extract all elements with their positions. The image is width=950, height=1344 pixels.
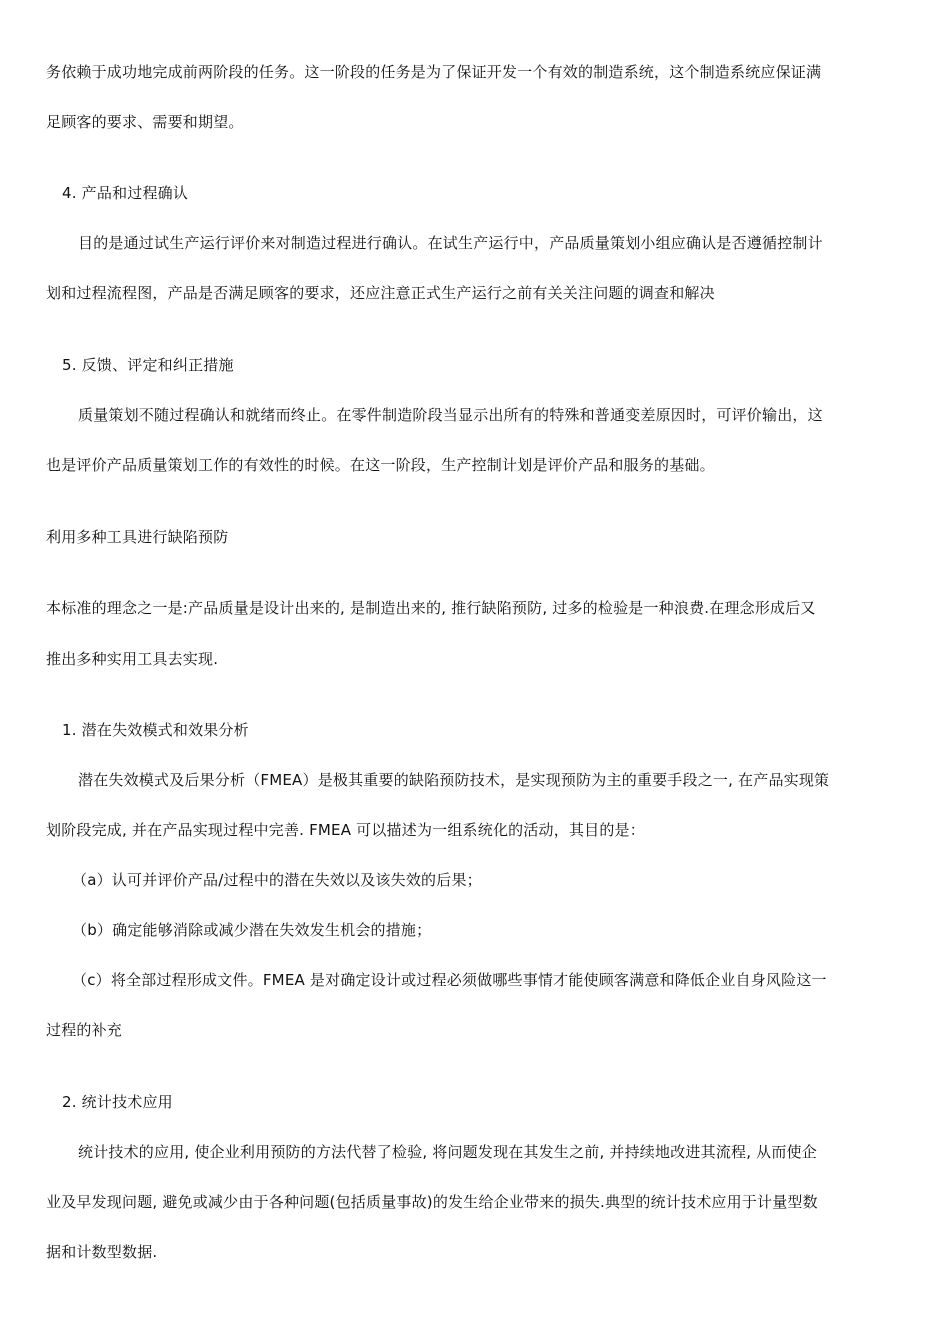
paragraph-line: 推出多种实用工具去实现. (46, 650, 219, 668)
paragraph-line: 目的是通过试生产运行评价来对制造过程进行确认。在试生产运行中，产品质量策划小组应确认是否遵循控制计 (78, 234, 823, 252)
paragraph-line: 也是评价产品质量策划工作的有效性的时候。在这一阶段，生产控制计划是评价产品和服务的基础。 (46, 456, 715, 474)
paragraph-line: 过程的补充 (46, 1021, 123, 1039)
paragraph-line: 务依赖于成功地完成前两阶段的任务。这一阶段的任务是为了保证开发一个有效的制造系统，这个制造系统应保证满 (46, 63, 822, 81)
section-title: 利用多种工具进行缺陷预防 (46, 528, 229, 546)
paragraph-line: 质量策划不随过程确认和就绪而终止。在零件制造阶段当显示出所有的特殊和普通变差原因时，可评价输出，这 (78, 406, 823, 424)
paragraph-line: 潜在失效模式及后果分析（FMEA）是极其重要的缺陷预防技术，是实现预防为主的重要手段之一, 在产品实现策 (78, 771, 830, 789)
list-item-a: （a）认可并评价产品/过程中的潜在失效以及该失效的后果； (72, 871, 482, 889)
list-item-c: （c）将全部过程形成文件。FMEA 是对确定设计或过程必须做哪些事情才能使顾客满意和降低企业自身风险这一 (72, 971, 827, 989)
paragraph-line: 足顾客的要求、需要和期望。 (46, 113, 244, 131)
paragraph-line: 统计技术的应用, 使企业利用预防的方法代替了检验, 将问题发现在其发生之前, 并持续地改进其流程, 从而使企 (78, 1143, 817, 1161)
section-heading-4: 4. 产品和过程确认 (62, 184, 189, 202)
paragraph-line: 据和计数型数据. (46, 1243, 158, 1261)
paragraph-line: 划和过程流程图，产品是否满足顾客的要求，还应注意正式生产运行之前有关关注问题的调查和解决 (46, 284, 715, 302)
section-heading-5: 5. 反馈、评定和纠正措施 (62, 356, 234, 374)
tool-heading-2: 2. 统计技术应用 (62, 1093, 173, 1111)
paragraph-line: 业及早发现问题, 避免或减少由于各种问题(包括质量事故)的发生给企业带来的损失.典型的统计技术应用于计量型数 (46, 1193, 818, 1211)
list-item-b: （b）确定能够消除或减少潜在失效发生机会的措施； (72, 921, 432, 939)
paragraph-line: 划阶段完成, 并在产品实现过程中完善. FMEA 可以描述为一组系统化的活动，其目的是： (46, 821, 645, 839)
paragraph-line: 本标准的理念之一是:产品质量是设计出来的, 是制造出来的, 推行缺陷预防, 过多的检验是一种浪费.在理念形成后又 (46, 599, 816, 617)
tool-heading-1: 1. 潜在失效模式和效果分析 (62, 721, 249, 739)
